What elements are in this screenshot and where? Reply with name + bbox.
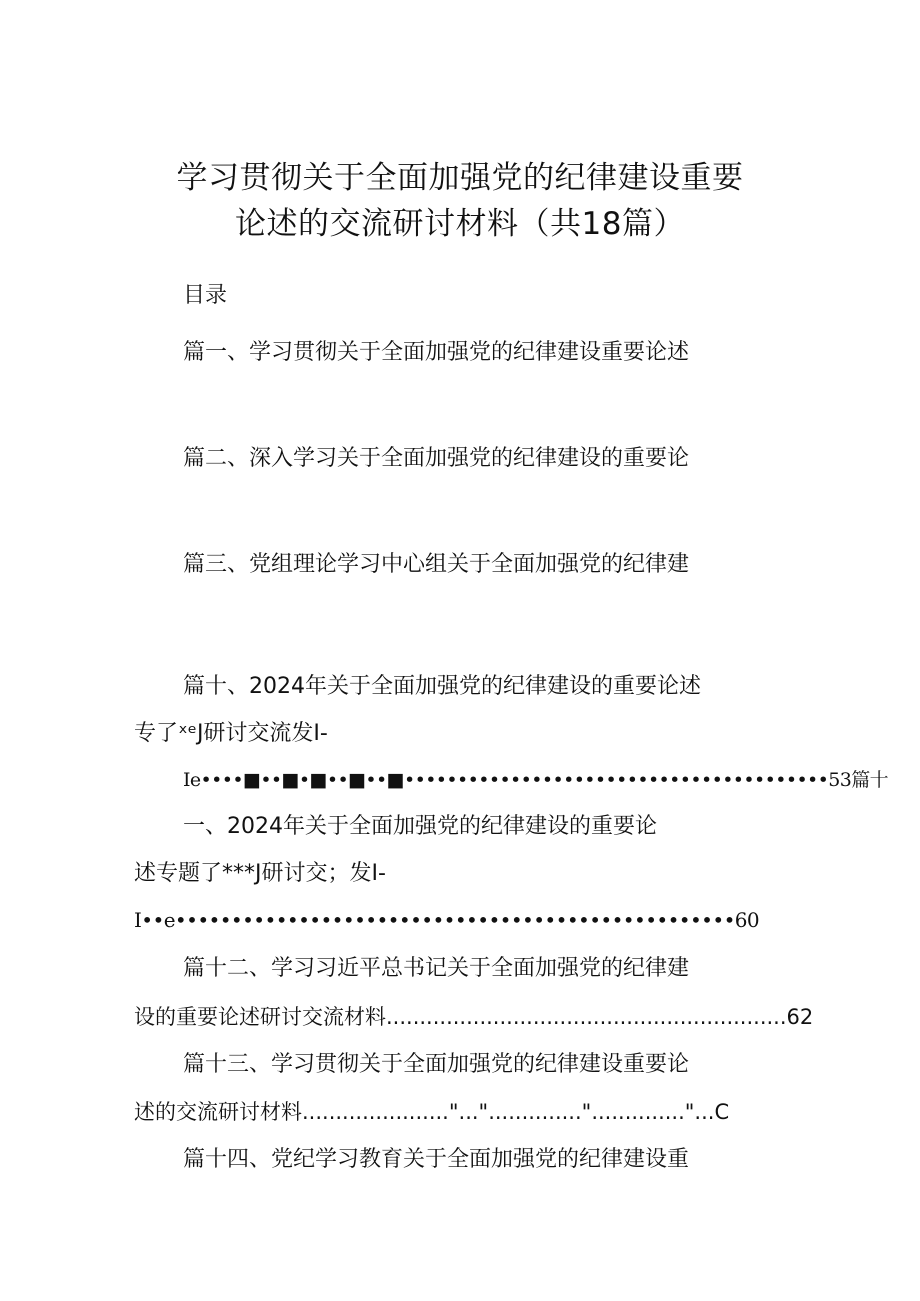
toc-entry-11-leader: I••e••••••••••••••••••••••••••••••••••••••••••••••••••60 — [134, 908, 760, 932]
toc-entry-3: 篇三、党组理论学习中心组关于全面加强党的纪律建 — [183, 552, 690, 577]
toc-entry-10: 篇十、2024年关于全面加强党的纪律建设的重要论述 — [183, 674, 701, 699]
toc-entry-11-cont: 述专题了***J研讨交；发I- — [134, 861, 386, 886]
toc-entry-10-cont: 专了ˣᵉJ研讨交流发I- — [134, 721, 328, 746]
document-title-line-2: 论述的交流研讨材料（共18篇） — [235, 206, 685, 242]
toc-entry-12: 篇十二、学习习近平总书记关于全面加强党的纪律建 — [183, 956, 690, 981]
toc-entry-14: 篇十四、党纪学习教育关于全面加强党的纪律建设重 — [183, 1147, 690, 1172]
toc-entry-10-leader: Ie••••■••■•■••■••■••••••••••••••••••••••••••••••••••••••••53篇十 — [183, 769, 889, 791]
toc-heading: 目录 — [183, 283, 228, 308]
toc-entry-13-cont: 述的交流研讨材料......................"..."..............".............."...C — [134, 1100, 730, 1124]
toc-entry-11: 一、2024年关于全面加强党的纪律建设的重要论 — [183, 814, 657, 839]
document-title-line-1: 学习贯彻关于全面加强党的纪律建设重要 — [176, 160, 744, 196]
toc-entry-12-cont: 设的重要论述研讨交流材料............................................................62 — [134, 1005, 814, 1029]
toc-entry-2: 篇二、深入学习关于全面加强党的纪律建设的重要论 — [183, 446, 690, 471]
toc-entry-1: 篇一、学习贯彻关于全面加强党的纪律建设重要论述 — [183, 340, 690, 365]
toc-entry-13: 篇十三、学习贯彻关于全面加强党的纪律建设重要论 — [183, 1052, 690, 1077]
